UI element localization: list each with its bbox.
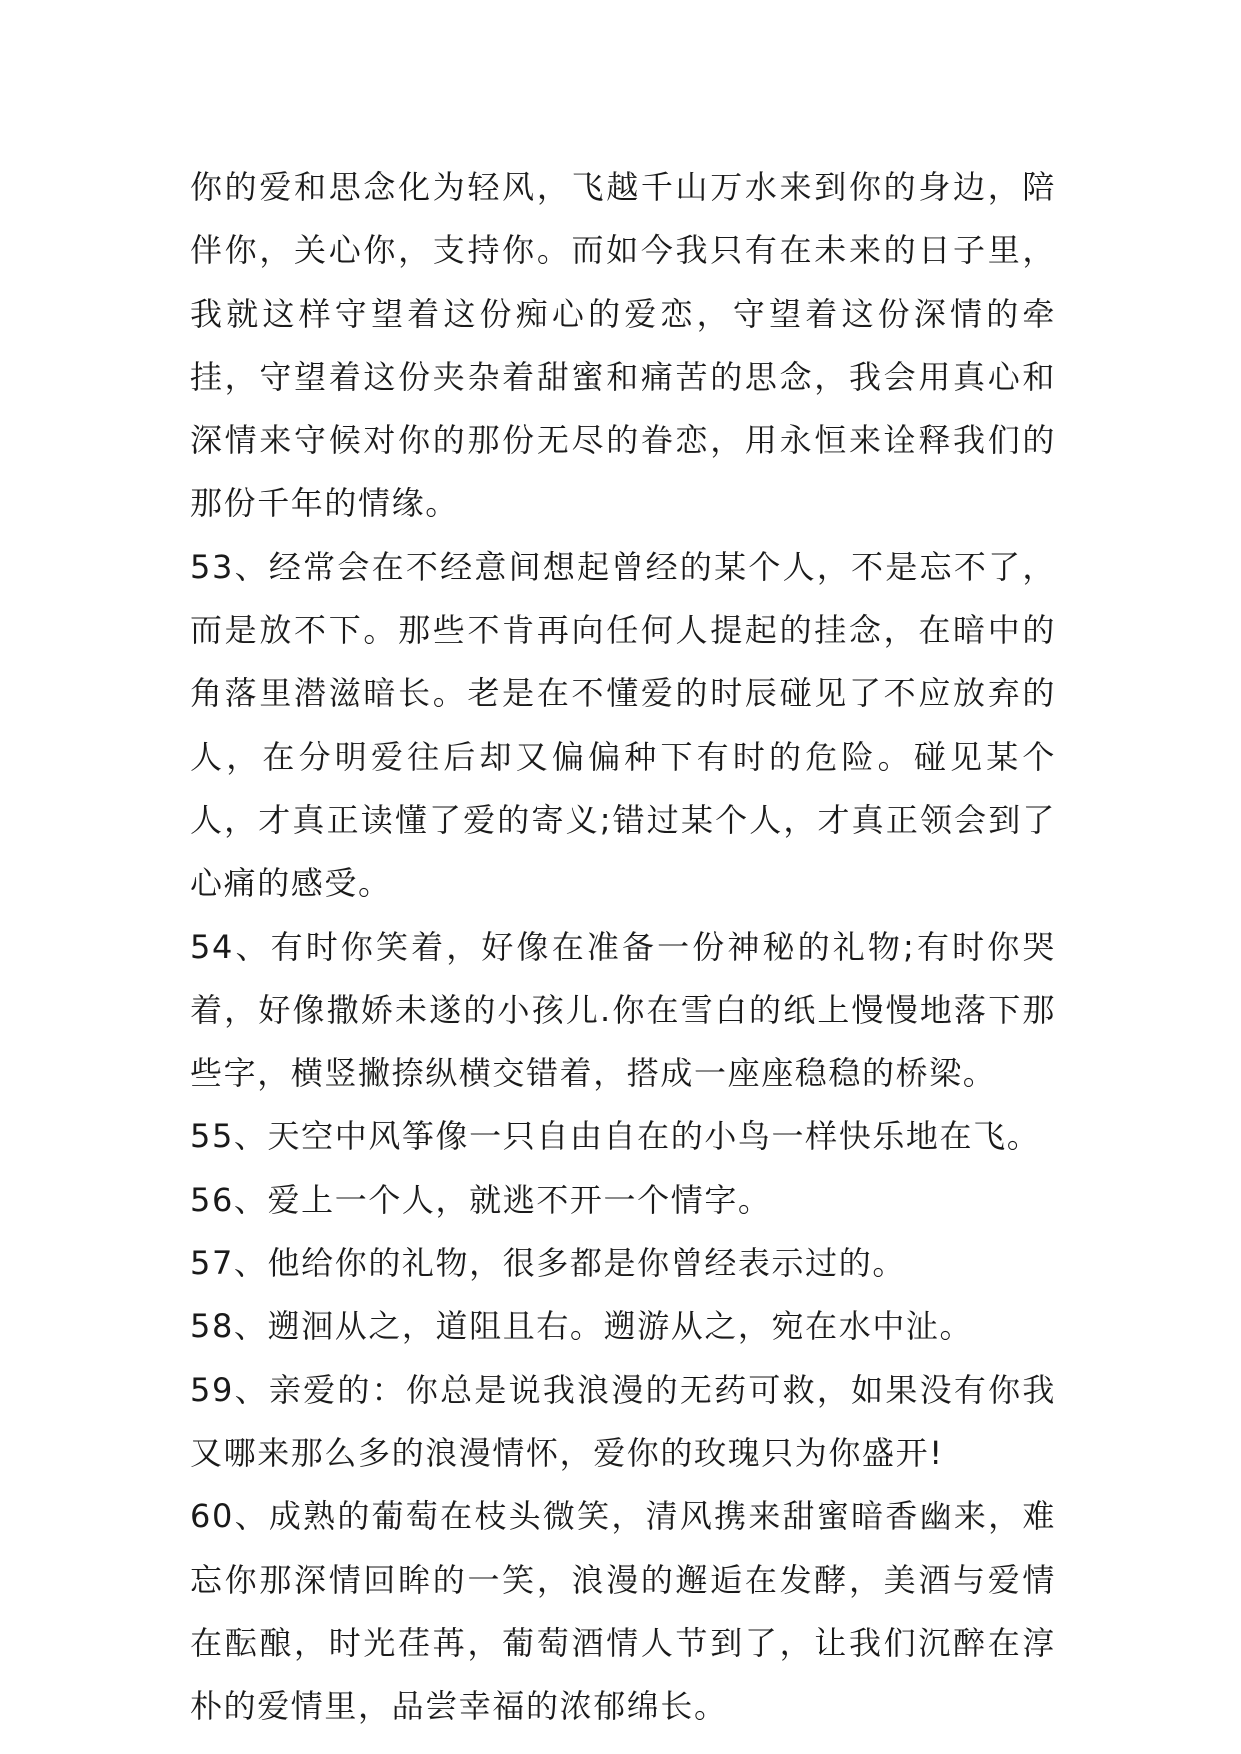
paragraph-56: 56、爱上一个人，就逃不开一个情字。 [190, 1180, 772, 1219]
paragraph-58: 58、遡洄从之，道阻且右。遡游从之，宛在水中沚。 [190, 1307, 974, 1346]
paragraph-57: 57、他给你的礼物，很多都是你曾经表示过的。 [190, 1244, 906, 1283]
paragraph-53: 53、经常会在不经意间想起曾经的某个人，不是忘不了，而是放不下。那些不肯再向任何人提起的挂念，在暗中的角落里潜滋暗长。老是在不懂爱的时辰碰见了不应放弃的人，在分明爱往后却又偏偏种下有时的危险。碰见某个人，才真正读懂了爱的寄义;错过某个人，才真正领会到了心痛的感受。 [190, 547, 1056, 903]
paragraph-59: 59、亲爱的：你总是说我浪漫的无药可救，如果没有你我又哪来那么多的浪漫情怀，爱你的玫瑰只为你盛开! [190, 1370, 1056, 1472]
paragraph-55: 55、天空中风筝像一只自由自在的小鸟一样快乐地在飞。 [190, 1117, 1041, 1156]
paragraph-continuation: 你的爱和思念化为轻风，飞越千山万水来到你的身边，陪伴你，关心你，支持你。而如今我只有在未来的日子里，我就这样守望着这份痴心的爱恋，守望着这份深情的牵挂，守望着这份夹杂着甜蜜和痛苦的思念，我会用真心和深情来守候对你的那份无尽的眷恋，用永恒来诠释我们的那份千年的情缘。 [190, 168, 1056, 523]
paragraph-54: 54、有时你笑着，好像在准备一份神秘的礼物;有时你哭着，好像撒娇未遂的小孩儿.你在雪白的纸上慢慢地落下那些字，横竖撇捺纵横交错着，搭成一座座稳稳的桥梁。 [190, 927, 1056, 1093]
paragraph-60: 60、成熟的葡萄在枝头微笑，清风携来甜蜜暗香幽来，难忘你那深情回眸的一笑，浪漫的邂逅在发酵，美酒与爱情在酝酿，时光荏苒，葡萄酒情人节到了，让我们沉醉在淳朴的爱情里，品尝幸福的浓郁绵长。 [190, 1497, 1056, 1726]
document-body [190, 156, 1056, 1738]
